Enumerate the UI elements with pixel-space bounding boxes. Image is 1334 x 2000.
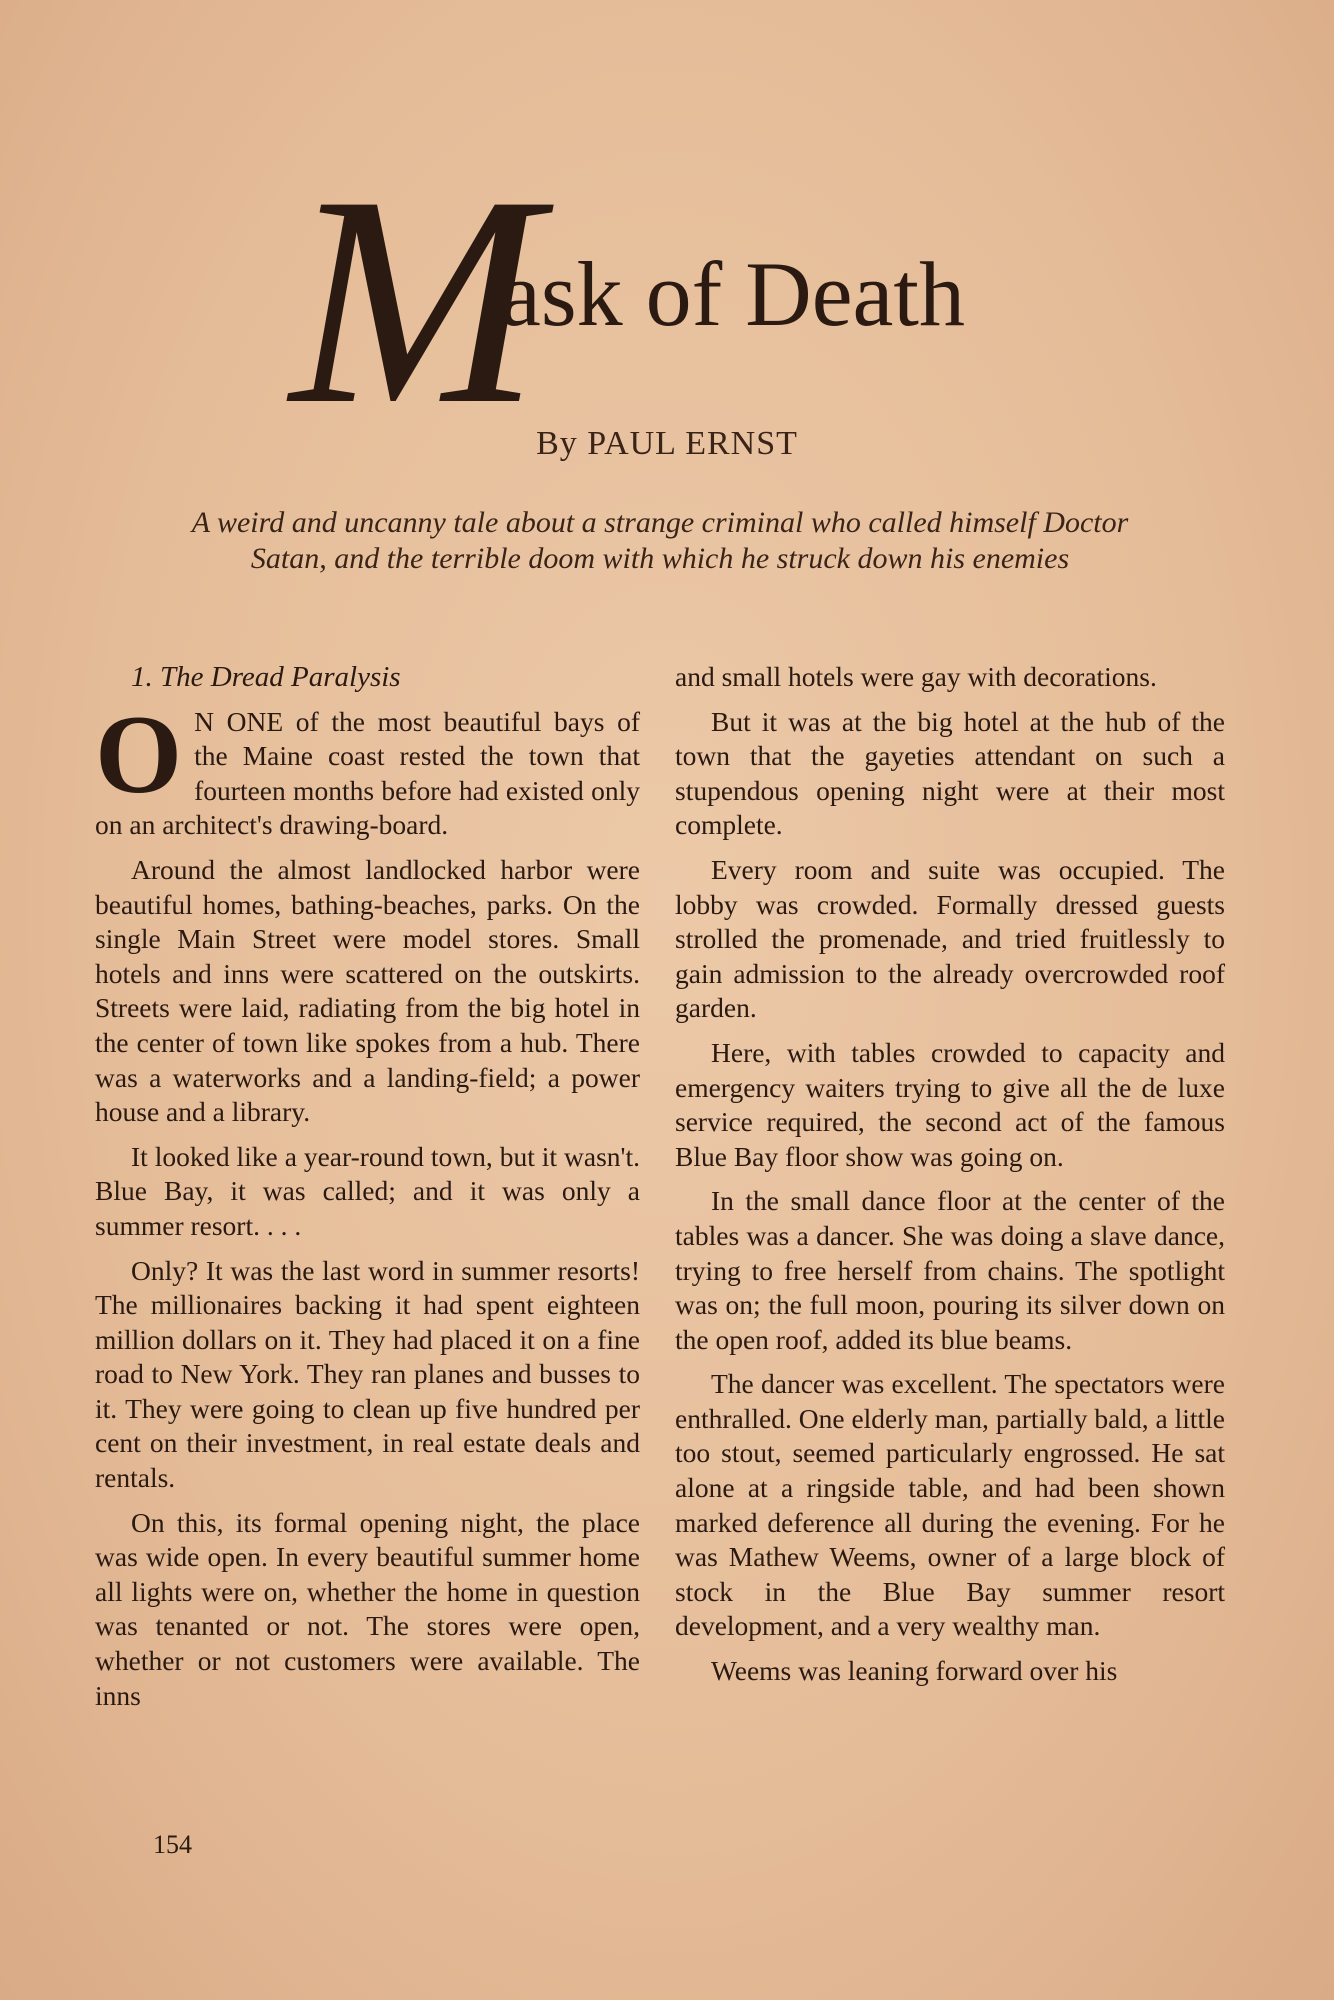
title-initial: M: [290, 134, 540, 466]
drop-cap: O: [95, 692, 183, 817]
opening-paragraph-text: N ONE of the most beautiful bays of the Maine coast rested the town that fourteen months before had existed only on an architect's drawing-board.: [95, 705, 640, 841]
paragraph: It looked like a year-round town, but it wasn't. Blue Bay, it was called; and it was only a summer resort. . . .: [95, 1140, 640, 1241]
story-blurb: A weird and uncanny tale about a strange criminal who called himself Doctor Satan, and the terrible doom with which he struck down his enemies: [191, 506, 1129, 575]
paragraph: On this, its formal opening night, the place was wide open. In every beautiful summer home all lights were on, whether the home in question was tenanted or not. The stores were open, whether or not customers were available. The inns: [95, 1506, 640, 1711]
chapter-heading: 1. The Dread Paralysis: [131, 661, 401, 693]
byline: By PAUL ERNST: [536, 425, 798, 462]
continued-paragraph: and small hotels were gay with decorations.: [675, 661, 1157, 692]
paragraph: In the small dance floor at the center of the tables was a dancer. She was doing a slave dance, trying to free herself from chains. The spotlight was on; the full moon, pouring its silver down on the open roof, added its blue beams.: [675, 1185, 1225, 1355]
paragraph: Here, with tables crowded to capacity and emergency waiters trying to give all the de luxe service required, the second act of the famous Blue Bay floor show was going on.: [675, 1036, 1225, 1172]
opening-paragraph: [95, 692, 640, 843]
paragraph: But it was at the big hotel at the hub of the town that the gayeties attendant on such a stupendous opening night were at their most complete.: [675, 705, 1225, 841]
paragraph: Around the almost landlocked harbor were beautiful homes, bathing-beaches, parks. On the single Main Street were model stores. Small hotels and inns were scattered on the outskirts. Streets were laid, radiating from the big hotel in the center of town like spokes from a hub. There was a waterworks and a landing-field; a power house and a library.: [95, 853, 640, 1128]
paragraph: Weems was leaning forward over his: [711, 1655, 1118, 1687]
paragraph: The dancer was excellent. The spectators were enthralled. One elderly man, partially bald, a little too stout, seemed particularly engrossed. He sat alone at a ringside table, and had been shown marked deference all during the evening. For he was Mathew Weems, owner of a large block of stock in the Blue Bay summer resort development, and a very wealthy man.: [675, 1368, 1225, 1642]
left-column: [95, 660, 640, 1723]
right-column: [675, 660, 1225, 1699]
title-text: ask of Death: [500, 243, 965, 345]
page-number: 154: [153, 1830, 192, 1859]
paragraph: Only? It was the last word in summer resorts! The millionaires backing it had spent eighteen million dollars on it. They had placed it on a fine road to New York. They ran planes and busses to it. They were going to clean up five hundred per cent on their investment, in real estate deals and rentals.: [95, 1254, 640, 1494]
paragraph: Every room and suite was occupied. The lobby was crowded. Formally dressed guests strolled the promenade, and tried fruitlessly to gain admission to the already overcrowded roof garden.: [675, 853, 1225, 1024]
